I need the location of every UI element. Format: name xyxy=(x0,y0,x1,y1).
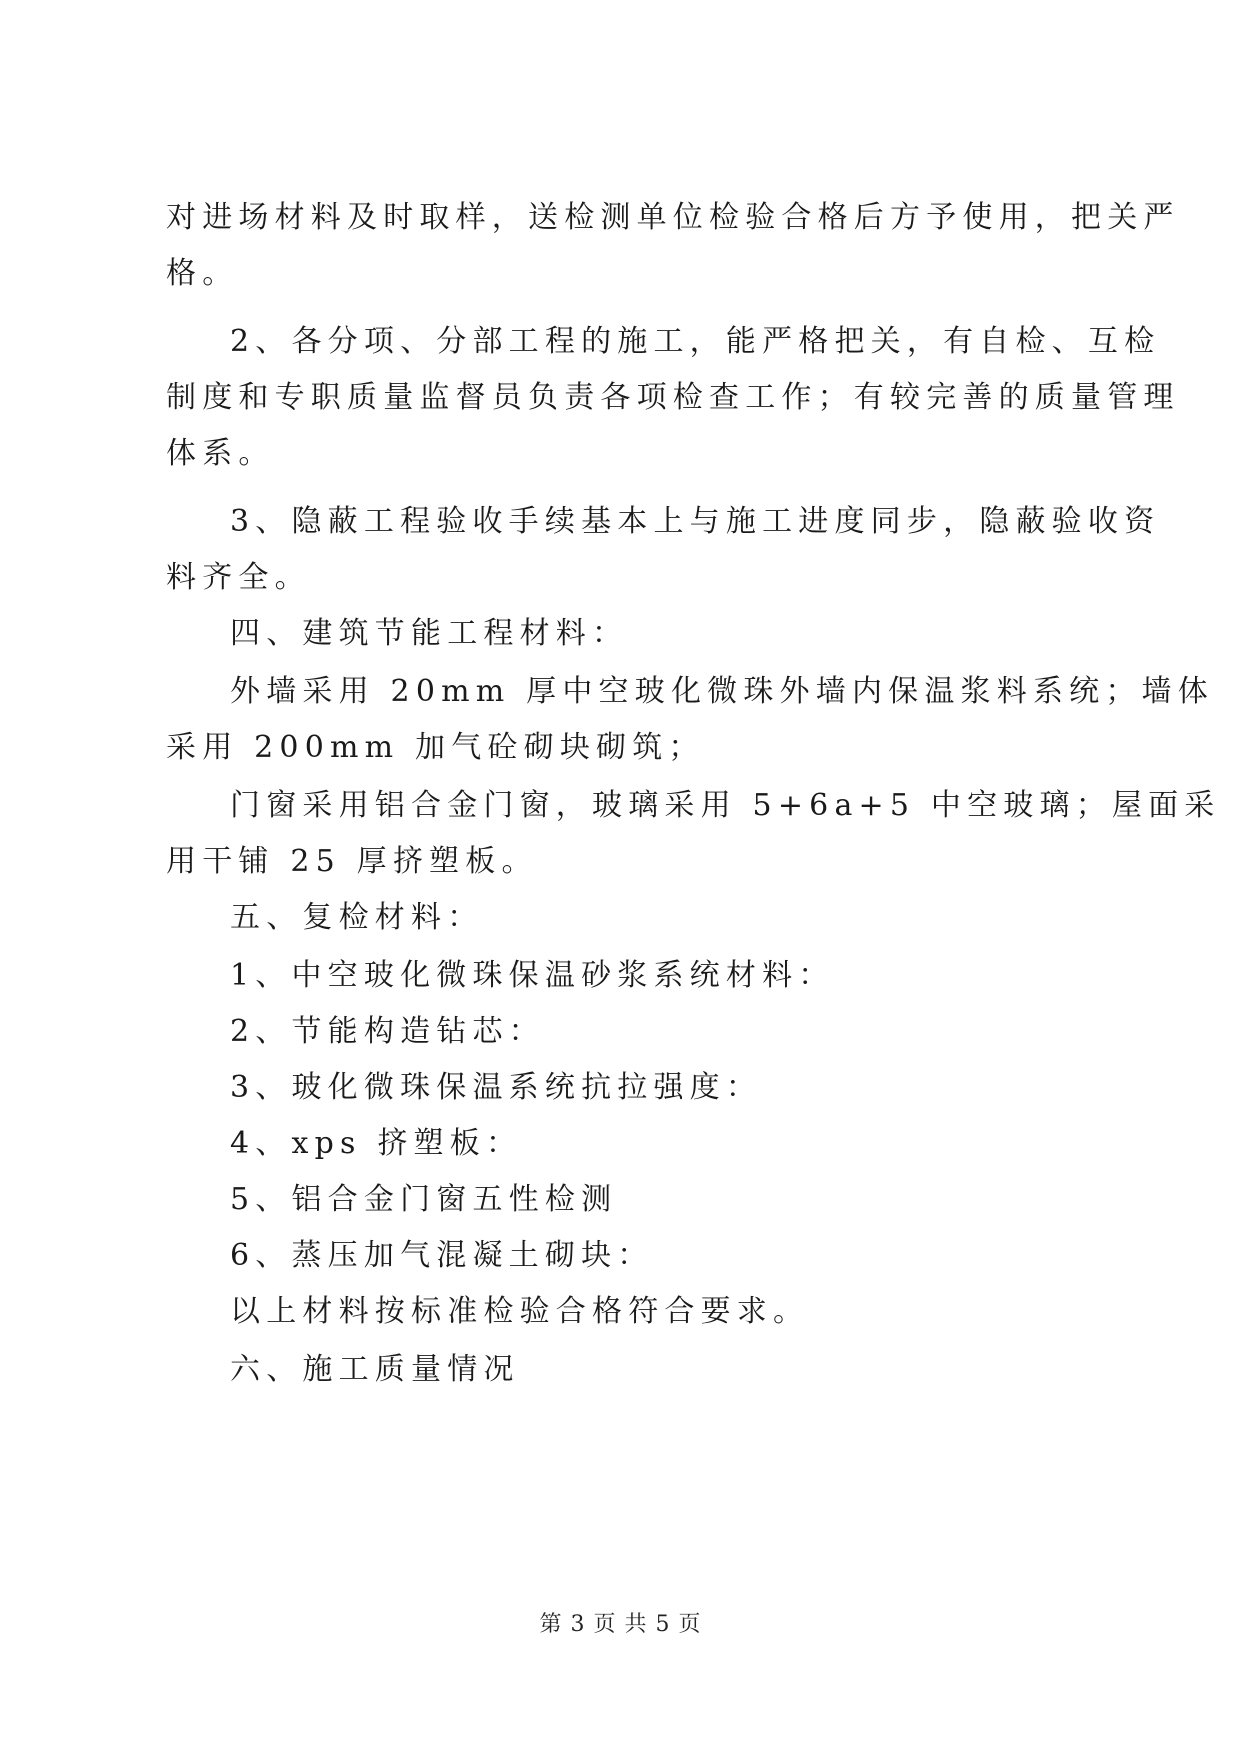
list-item: 4、xps 挤塑板： xyxy=(230,1126,523,1161)
text-line: 对进场材料及时取样，送检测单位检验合格后方予使用，把关严 xyxy=(166,200,1180,235)
list-item: 3、玻化微珠保温系统抗拉强度： xyxy=(230,1070,763,1105)
list-item: 1、中空玻化微珠保温砂浆系统材料： xyxy=(230,958,835,993)
list-item: 3、隐蔽工程验收手续基本上与施工进度同步，隐蔽验收资 xyxy=(230,504,1161,539)
page-number: 第 3 页 共 5 页 xyxy=(539,1612,702,1637)
section-heading: 四、建筑节能工程材料： xyxy=(230,616,629,651)
section-heading: 六、施工质量情况 xyxy=(230,1352,520,1387)
section-heading: 五、复检材料： xyxy=(230,900,484,935)
list-item: 2、节能构造钻芯： xyxy=(230,1014,545,1049)
list-item: 2、各分项、分部工程的施工，能严格把关，有自检、互检 xyxy=(230,324,1161,359)
list-item: 6、蒸压加气混凝土砌块： xyxy=(230,1238,654,1273)
text-line: 用干铺 25 厚挤塑板。 xyxy=(166,844,538,879)
text-line: 料齐全。 xyxy=(166,560,311,595)
text-line: 采用 200mm 加气砼砌块砌筑； xyxy=(166,730,705,765)
text-line: 外墙采用 20mm 厚中空玻化微珠外墙内保温浆料系统；墙体 xyxy=(230,674,1214,709)
text-line: 门窗采用铝合金门窗，玻璃采用 5+6a+5 中空玻璃；屋面采 xyxy=(230,788,1221,823)
text-line: 制度和专职质量监督员负责各项检查工作；有较完善的质量管理 xyxy=(166,380,1180,415)
text-line: 以上材料按标准检验合格符合要求。 xyxy=(230,1294,810,1329)
list-item: 5、铝合金门窗五性检测 xyxy=(230,1182,618,1217)
text-line: 格。 xyxy=(166,256,239,291)
text-line: 体系。 xyxy=(166,436,275,471)
